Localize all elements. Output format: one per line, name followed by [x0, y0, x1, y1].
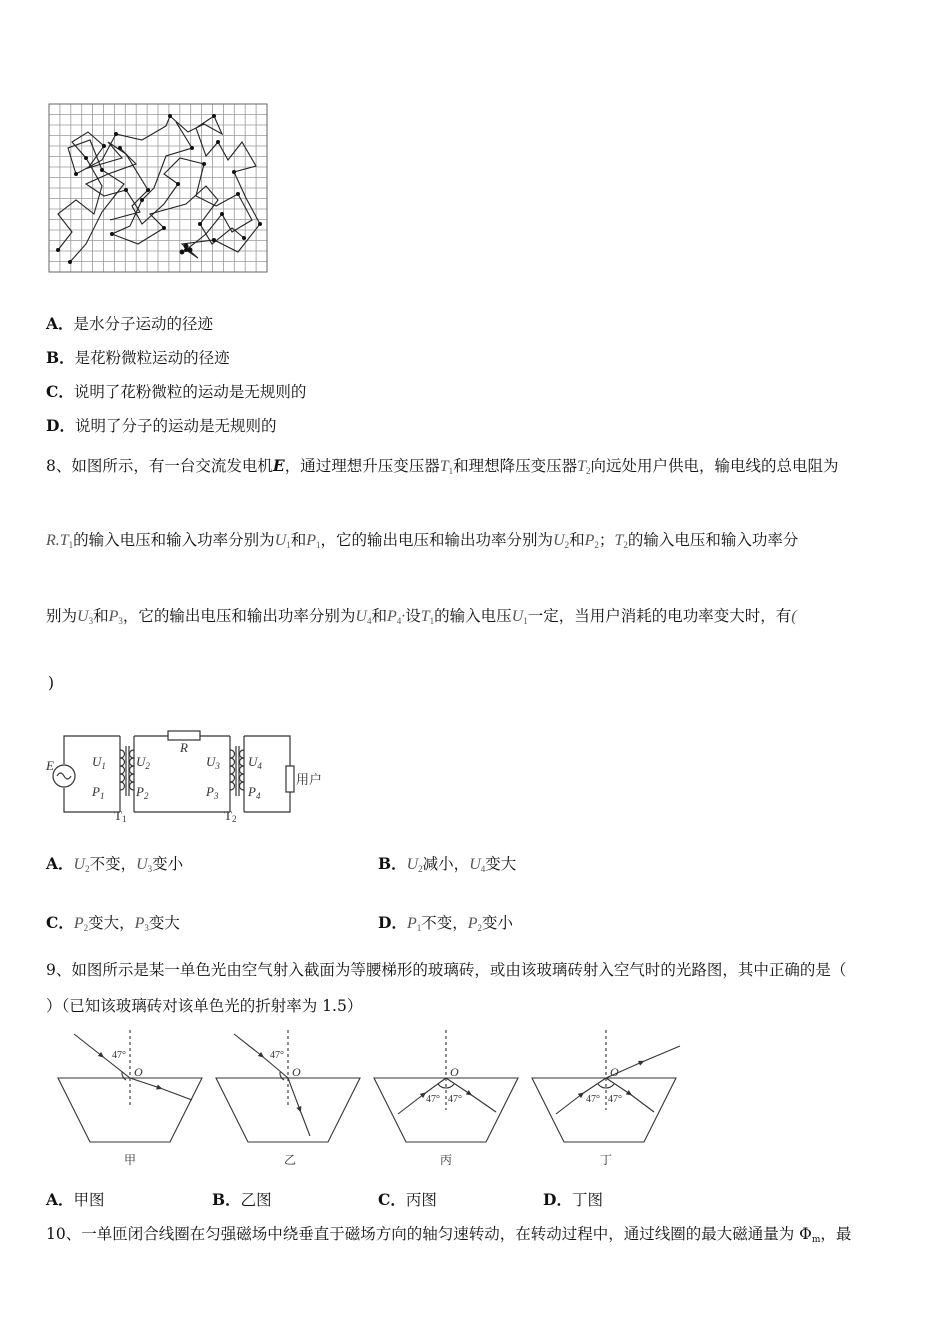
q9-option-b[interactable]: B．乙图 [212, 1190, 272, 1209]
glass-brick-figures [50, 1030, 690, 1170]
svg-text:U2: $U_2$ [136, 754, 150, 771]
svg-text:47°: 47° [586, 1094, 600, 1105]
symbol-U3: $U_3$ [77, 608, 94, 626]
symbol-T1-b: $T_1$ [420, 608, 435, 626]
q8-line-3: 别为$U_3$和$P_3$，它的输出电压和输出功率分别为$U_4$和$P_4\cdot$设$T_1$的输入电压$U_1$一定，当用户消耗的电功率变大时，有( [46, 607, 797, 626]
caption-yi: 乙 [284, 1153, 297, 1167]
q7-option-b-text: 是花粉微粒运动的径迹 [74, 349, 230, 367]
q7-option-b[interactable] [46, 346, 230, 368]
symbol-T1: $T_1$ [439, 458, 454, 476]
q9-option-c[interactable]: C．丙图 [378, 1190, 437, 1209]
svg-text:O: O [610, 1065, 619, 1079]
svg-text:47°: 47° [112, 1050, 126, 1061]
caption-bing: 丙 [440, 1153, 453, 1167]
figure-yi [216, 1030, 360, 1142]
symbol-R-T1: $R.T_1$ [46, 532, 74, 550]
svg-text:47°: 47° [270, 1050, 284, 1061]
symbol-P2: $P_2$ [584, 532, 599, 550]
q8-paren-close: ) [48, 674, 55, 692]
svg-text:47°: 47° [448, 1094, 462, 1105]
symbol-P3: $P_3$ [108, 608, 123, 626]
circuit-label-user: 用户 [296, 772, 323, 787]
transformer-circuit-diagram [44, 726, 334, 822]
q10-line-1: 10、一单匝闭合线圈在匀强磁场中绕垂直于磁场方向的轴匀速转动，在转动过程中，通过线圈的最大磁通量为 Φm，最 [46, 1225, 852, 1245]
q7-option-b-label: B． [46, 348, 75, 367]
circuit-label-R: R [180, 740, 188, 755]
q8-option-d[interactable]: D．$P_1$不变，$P_2$变小 [378, 913, 514, 933]
q8-line-1: 8、如图所示，有一台交流发电机E，通过理想升压变压器$T_1$和理想降压变压器$T_2$向远处用户供电，输电线的总电阻为 [46, 456, 839, 476]
caption-jia: 甲 [124, 1153, 137, 1167]
caption-ding: 丁 [600, 1153, 613, 1167]
symbol-P4: $P_4\cdot$ [386, 608, 406, 626]
q8-line-2: $R.T_1$的输入电压和输入功率分别为$U_1$和$P_1$，它的输出电压和输出功率分别为$U_2$和$P_2$；$T_2$的输入电压和输入功率分 [46, 531, 799, 550]
q9-line-1: 9、如图所示是某一单色光由空气射入截面为等腰梯形的玻璃砖，或由该玻璃砖射入空气时的光路图，其中正确的是（ [46, 961, 847, 979]
q7-option-a-text: 是水分子运动的径迹 [73, 315, 214, 333]
q8-option-b[interactable]: B．$U_2$减小，$U_4$变大 [378, 854, 517, 874]
q7-option-d-label: D． [46, 416, 75, 435]
q7-option-a-label: A． [46, 314, 74, 333]
q7-option-c[interactable] [46, 380, 306, 402]
svg-text:47°: 47° [426, 1094, 440, 1105]
symbol-U4: $U_4$ [355, 608, 372, 626]
symbol-P1: $P_1$ [306, 532, 321, 550]
q7-option-c-label: C． [46, 382, 74, 401]
svg-text:O: O [134, 1065, 143, 1079]
q7-option-d[interactable] [46, 414, 276, 436]
q7-option-c-text: 说明了花粉微粒的运动是无规则的 [73, 383, 307, 401]
figure-bing [374, 1030, 518, 1142]
q9-option-a[interactable]: A．甲图 [46, 1190, 105, 1209]
svg-text:47°: 47° [608, 1094, 622, 1105]
svg-text:P1: $P_1$ [92, 784, 105, 801]
svg-text:O: O [450, 1065, 459, 1079]
q9-line-2: ）（已知该玻璃砖对该单色光的折射率为 1.5） [46, 997, 363, 1015]
q8-option-c[interactable]: C．$P_2$变大，$P_3$变大 [46, 913, 180, 933]
q8-option-a[interactable]: A．$U_2$不变，$U_3$变小 [46, 854, 184, 874]
brownian-motion-figure [46, 102, 272, 274]
symbol-U2: $U_2$ [553, 532, 570, 550]
q9-option-d[interactable]: D．丁图 [543, 1190, 603, 1209]
svg-text:P2: $P_2$ [136, 784, 149, 801]
svg-text:P4: $P_4$ [248, 784, 261, 801]
symbol-U1-b: $U_1$ [511, 608, 528, 626]
symbol-U1: $U_1$ [274, 532, 291, 550]
symbol-T2: $T_2$ [577, 458, 591, 476]
svg-text:U3: $U_3$ [206, 754, 220, 771]
q7-option-d-text: 说明了分子的运动是无规则的 [74, 417, 277, 435]
svg-text:U4: $U_4$ [248, 754, 262, 771]
svg-text:P3: $P_3$ [206, 784, 219, 801]
symbol-T2-b: $T_2$ [614, 532, 628, 550]
svg-text:T1: T1 [114, 808, 127, 822]
svg-text:T2: T2 [224, 808, 237, 822]
q7-option-a[interactable] [46, 312, 213, 334]
svg-text:O: O [292, 1065, 301, 1079]
figure-ding [532, 1030, 680, 1142]
svg-text:U1: $U_1$ [92, 754, 106, 771]
circuit-label-E: E [46, 758, 54, 773]
figure-jia [58, 1030, 202, 1142]
